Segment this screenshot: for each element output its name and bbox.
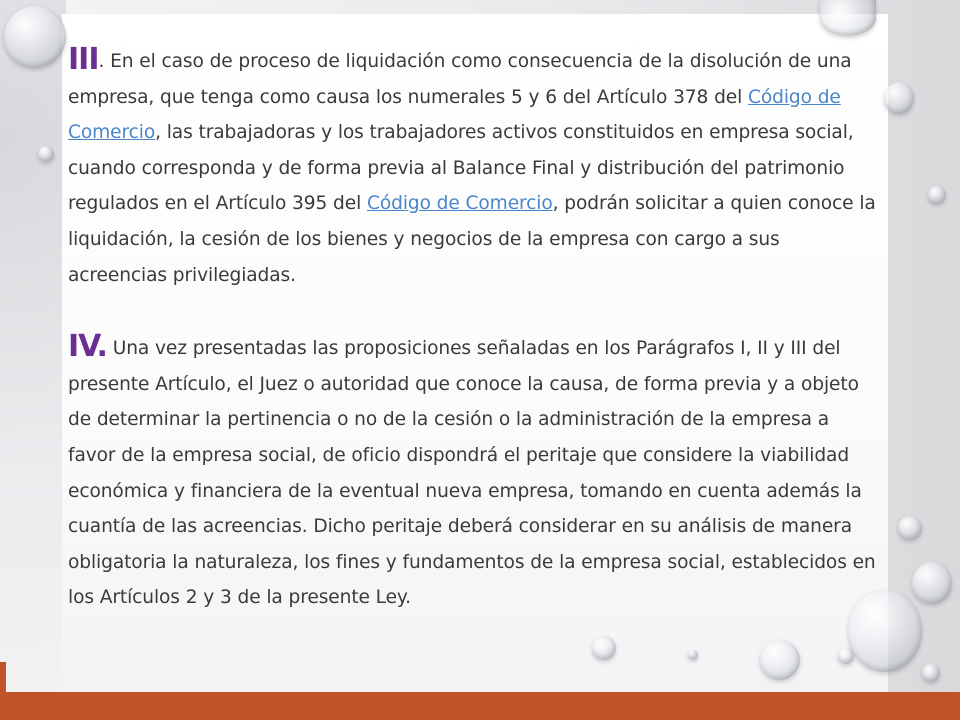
paragraph-numeral: III (68, 42, 99, 77)
codigo-de-comercio-link[interactable]: Código de Comercio (366, 193, 553, 215)
water-drop-icon (4, 6, 66, 68)
water-drop-icon (898, 516, 922, 540)
water-drop-icon (760, 640, 800, 680)
article-text (68, 42, 880, 616)
water-drop-icon (884, 82, 914, 114)
water-drop-icon (928, 186, 946, 204)
paragraph-III (68, 42, 880, 293)
water-drop-icon (912, 562, 952, 604)
water-drop-icon (688, 650, 698, 660)
water-drop-icon (838, 648, 854, 664)
footer-accent-bar (0, 692, 960, 720)
left-background-panel (0, 0, 66, 692)
codigo-de-comercio-link[interactable]: Código de Comercio (68, 86, 841, 144)
water-drop-icon (592, 636, 616, 660)
paragraph-numeral: IV. (68, 329, 107, 365)
paragraph-text: Una vez presentadas las proposiciones señaladas en los Parágrafos I, II y III del presente Artículo, el Juez o autoridad que conoce la causa, de forma previa y a objeto de determinar la pertinencia o no de la cesión o la administración de la empresa a favor de la empresa social, de oficio dispondrá el peritaje que considere la viabilidad económica y financiera de la eventual nueva empresa, tomando en cuenta además la cuantía de las acreencias. Dicho peritaje deberá considerar en su análisis de manera obligatoria la naturaleza, los fines y fundamentos de la empresa social, establecidos en los Artículos 2 y 3 de la presente Ley. (68, 338, 876, 609)
paragraph-text: , las trabajadoras y los trabajadores activos constituidos en empresa social, cuando corresponda y de forma previa al Balance Final y distribución del patrimonio regulados en el Artículo 395 del (68, 122, 854, 215)
paragraph-text: , podrán solicitar a quien conoce la liquidación, la cesión de los bienes y negocios de la empresa con cargo a sus acreencias privilegiadas. (68, 193, 876, 286)
left-accent-strip (0, 662, 6, 692)
water-drop-icon (922, 664, 940, 682)
paragraph-text: . En el caso de proceso de liquidación como consecuencia de la disolución de una empresa, que tenga como causa los numerales 5 y 6 del Artículo 378 del (68, 51, 852, 108)
water-drop-icon (820, 0, 876, 36)
water-drop-icon (38, 146, 54, 162)
paragraph-IV (68, 329, 880, 616)
